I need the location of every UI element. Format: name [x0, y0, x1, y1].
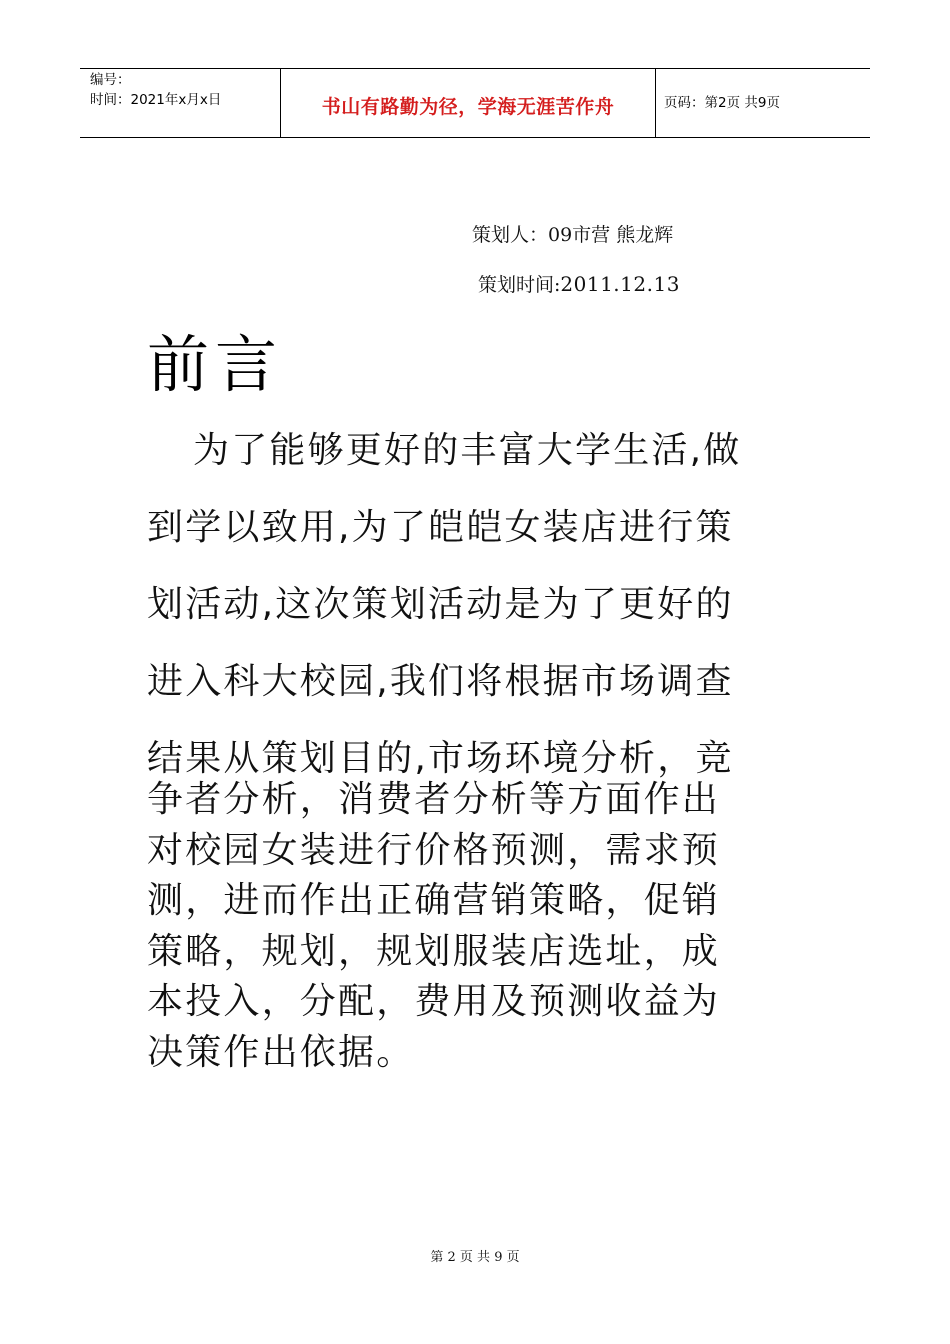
body-line: 策略，规划，规划服装店选址，成 — [147, 930, 721, 972]
body-line: 为了能够更好的丰富大学生活,做 — [193, 430, 742, 471]
body-line: 本投入，分配，费用及预测收益为 — [147, 981, 721, 1022]
body-paragraph-tight — [147, 775, 812, 1078]
plan-time-value: 2011.12.13 — [560, 272, 680, 296]
document-header — [80, 68, 870, 138]
date-label: 时间：2021年x月x日 — [90, 92, 222, 108]
motto-text: 书山有路勤为径，学海无涯苦作舟 — [321, 95, 615, 118]
header-motto-cell — [280, 69, 656, 137]
page-footer: 第 2 页 共 9 页 — [430, 1250, 520, 1265]
planner-line: 策划人：09市营 熊龙辉 — [472, 224, 674, 246]
body-line: 争者分析，消费者分析等方面作出 — [147, 779, 721, 820]
header-meta-cell — [80, 69, 280, 137]
body-line: 进入科大校园,我们将根据市场调查 — [147, 661, 734, 702]
plan-time-line — [478, 270, 680, 297]
body-line: 结果从策划目的,市场环境分析，竞 — [147, 738, 734, 779]
body-line: 对校园女装进行价格预测，需求预 — [147, 829, 721, 871]
body-line: 决策作出依据。 — [147, 1031, 415, 1073]
header-page-cell — [656, 69, 878, 137]
header-page-info: 页码：第2页 共9页 — [664, 95, 780, 111]
serial-label: 编号： — [90, 72, 131, 88]
body-line: 划活动,这次策划活动是为了更好的 — [147, 584, 734, 625]
body-line: 测，进而作出正确营销策略，促销 — [147, 880, 721, 921]
plan-time-label: 策划时间: — [478, 274, 561, 296]
body-line: 到学以致用,为了皑皑女装店进行策 — [147, 507, 734, 548]
body-paragraph-loose — [147, 412, 812, 797]
page-title: 前言 — [147, 328, 284, 401]
